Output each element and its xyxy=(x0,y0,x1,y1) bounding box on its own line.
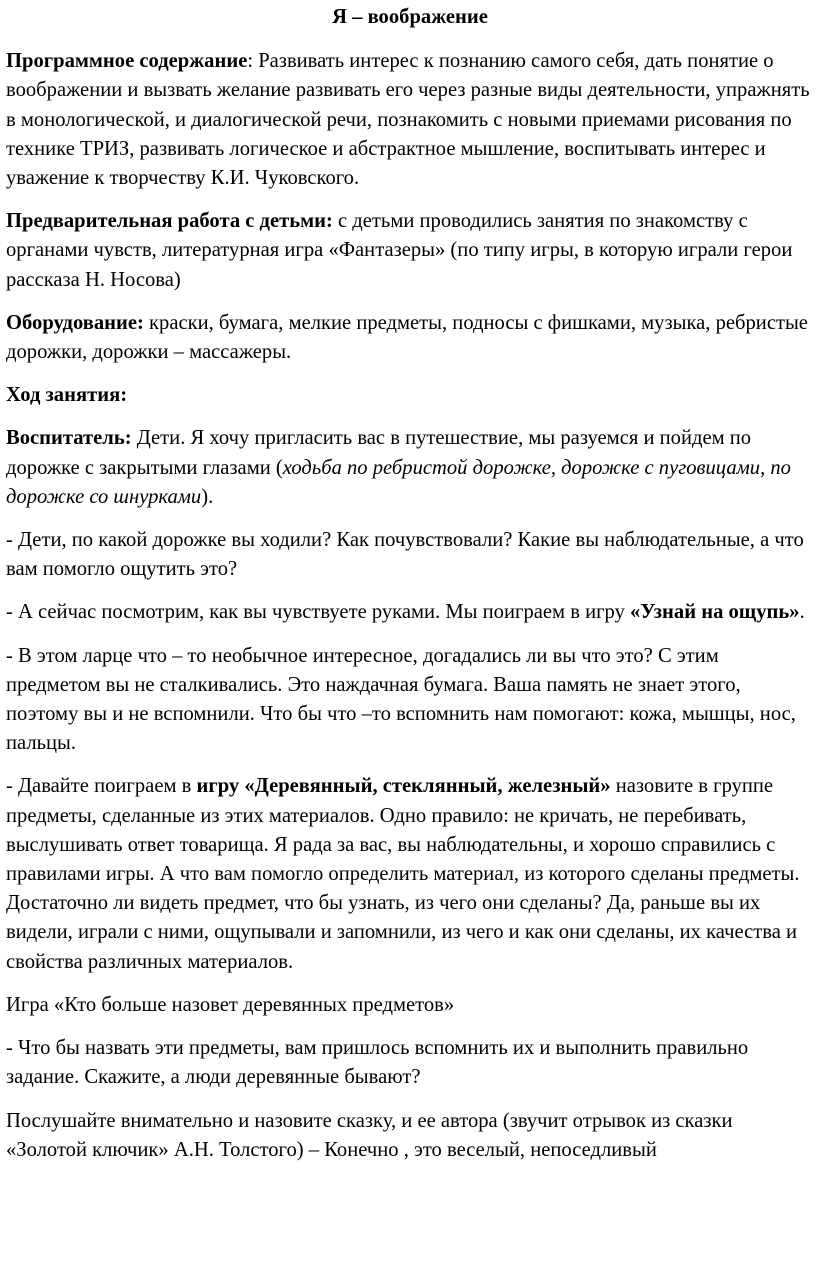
teacher-label: Воспитатель: xyxy=(6,427,132,450)
game-paragraph: Игра «Кто больше назовет деревянных предметов» xyxy=(6,993,455,1016)
program-text: : Развивать интерес к познанию самого себя, дать понятие о воображении и вызвать желание развивать его через разные виды деятельности, упражнять в монологической, и диалогической речи, познакомить с новыми приемами рисования по технике ТРИЗ, развивать логическое и абстрактное мышление, воспитывать интерес и уважение к творчеству К.И. Чуковского. xyxy=(6,50,810,190)
prework-paragraph xyxy=(6,207,814,295)
equipment-paragraph xyxy=(6,309,814,367)
teacher-text: Дети. Я хочу пригласить вас в путешествие, мы разуемся и пойдем по дорожке с закрытыми глазами ( xyxy=(6,427,752,479)
question-1: - Дети, по какой дорожке вы ходили? Как почувствовали? Какие вы наблюдательные, а что вам помогло ощутить это? xyxy=(6,529,804,581)
question-4-end: назовите в группе предметы, сделанные из этих материалов. Одно правило: не кричать, не перебивать, выслушивать ответ товарища. Я рада за вас, вы наблюдательны, и хорошо справились с правилами игры. А что вам помогло определить материал, из которого сделаны предметы. Достаточно ли видеть предмет, что бы узнать, из чего они сделаны? Да, раньше вы их видели, играли с ними, ощупывали и запомнили, из чего и как они сделаны, их качества и свойства различных материалов. xyxy=(6,775,800,973)
teacher-italic: ходьба по ребристой дорожке, дорожке с пуговицами, по дорожке со шнурками xyxy=(6,456,791,508)
question-2-text: - А сейчас посмотрим, как вы чувствуете руками. Мы поиграем в игру xyxy=(6,601,631,624)
program-paragraph xyxy=(6,47,814,193)
lesson-heading: Ход занятия: xyxy=(6,384,128,407)
prework-text: с детьми проводились занятия по знакомству с органами чувств, литературная игра «Фантазеры» (по типу игры, в которую играли герои рассказа Н. Носова) xyxy=(6,210,793,291)
question-6: Послушайте внимательно и назовите сказку, и ее автора (звучит отрывок из сказки «Золотой ключик» А.Н. Толстого) – Конечно , это веселый, непоседливый xyxy=(6,1109,733,1161)
prework-label: Предварительная работа с детьми: xyxy=(6,210,333,233)
question-2-end: . xyxy=(799,601,805,624)
equipment-text: краски, бумага, мелкие предметы, подносы с фишками, музыка, ребристые дорожки, дорожки – массажеры. xyxy=(6,311,808,364)
equipment-label: Оборудование: xyxy=(6,311,144,334)
program-label: Программное содержание xyxy=(6,50,248,73)
lesson-heading-paragraph xyxy=(6,381,814,410)
question-3: - В этом ларце что – то необычное интересное, догадались ли вы что это? С этим предметом вы не сталкивались. Это наждачная бумага. Ваша память не знает этого, поэтому вы и не вспомнили. Что бы что –то вспомнить нам помогают: кожа, мышцы, нос, пальцы. xyxy=(6,644,796,755)
question-4 xyxy=(6,772,814,976)
teacher-paragraph xyxy=(6,424,814,512)
question-4-text: - Давайте поиграем в xyxy=(6,775,197,798)
question-2 xyxy=(6,598,814,627)
question-2-bold: «Узнай на ощупь» xyxy=(630,601,800,624)
teacher-end: ). xyxy=(201,485,214,508)
document-title: Я – воображение xyxy=(332,6,488,28)
question-5: - Что бы назвать эти предметы, вам пришлось вспомнить их и выполнить правильно задание. Скажите, а люди деревянные бывают? xyxy=(6,1037,749,1089)
question-4-bold: игру «Деревянный, стеклянный, железный» xyxy=(196,775,611,798)
